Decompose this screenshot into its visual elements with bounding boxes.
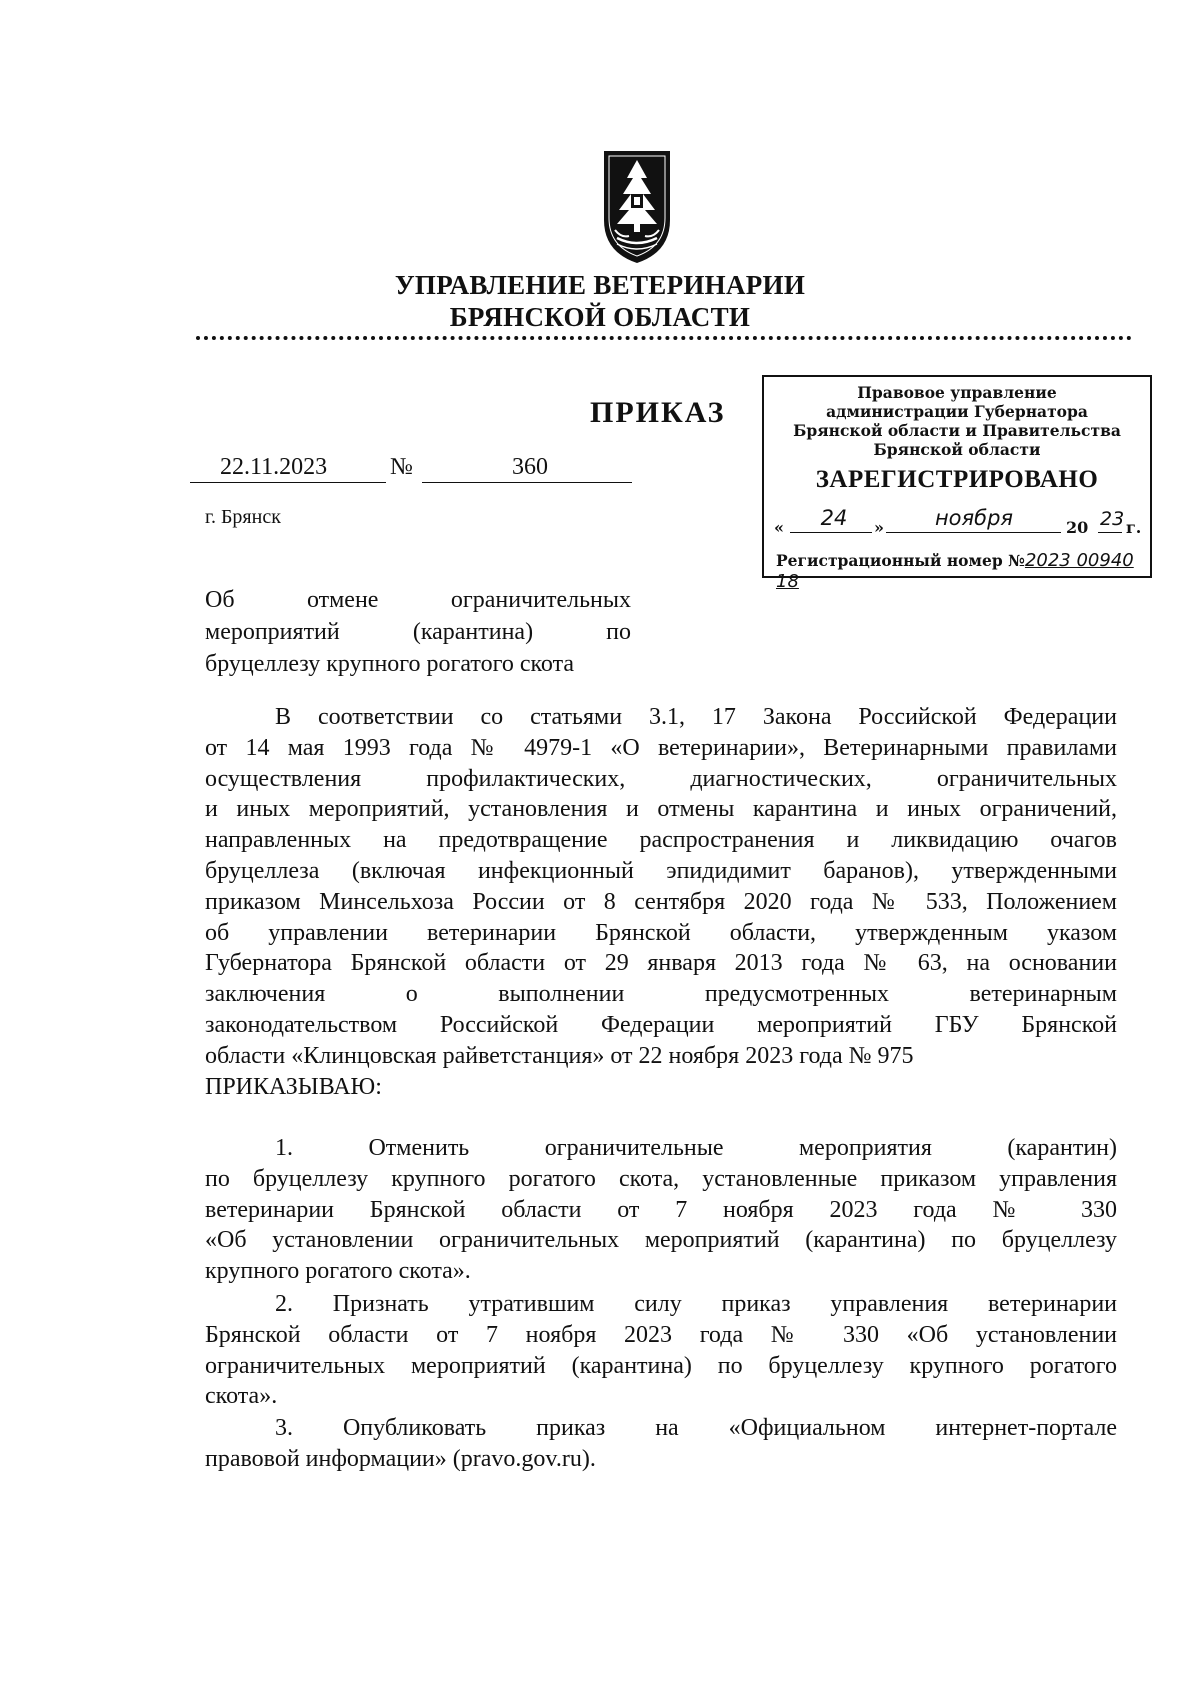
text-line: «Об установлении ограничительных мероприятий (карантина) по бруцеллезу [205, 1227, 1117, 1254]
text-line: и иных мероприятий, установления и отмены карантина и иных ограничений, [205, 796, 1117, 823]
subject-line: Об отмене ограничительных [205, 587, 631, 613]
text-line: В соответствии со статьями 3.1, 17 Закона Российской Федерации [275, 704, 1117, 730]
text-line: осуществления профилактических, диагностических, ограничительных [205, 765, 1117, 792]
header-divider [196, 336, 1132, 340]
text-line: направленных на предотвращение распространения и ликвидацию очагов [205, 827, 1117, 854]
document-date: 22.11.2023 [220, 454, 328, 480]
text-line: приказом Минсельхоза России от 8 сентября 2020 года № 533, Положением [205, 888, 1117, 915]
text-line: крупного рогатого скота». [205, 1258, 471, 1285]
subject-line: мероприятий (карантина) по [205, 619, 631, 645]
stamp-day-handwritten: 24 [820, 506, 848, 530]
order-item-1 [205, 1133, 1117, 1287]
text-line: от 14 мая 1993 года № 4979-1 «О ветеринарии», Ветеринарными правилами [205, 734, 1117, 761]
text-line: ограничительных мероприятий (карантина) по бруцеллезу крупного рогатого [205, 1352, 1117, 1379]
registration-stamp [762, 375, 1152, 592]
stamp-registration-number-row [776, 550, 1148, 592]
stamp-date-row [774, 506, 1144, 540]
document-number: 360 [512, 454, 548, 480]
text-line: бруцеллеза (включая инфекционный эпидидимит баранов), утвержденными [205, 857, 1117, 884]
city-label: г. Брянск [205, 506, 281, 528]
text-line: по бруцеллезу крупного рогатого скота, установленные приказом управления [205, 1165, 1117, 1192]
stamp-month-handwritten: ноября [934, 506, 1014, 530]
number-sign: № [390, 454, 413, 480]
stamp-year-handwritten: 23 [1100, 508, 1125, 530]
order-keyword: ПРИКАЗЫВАЮ: [205, 1073, 382, 1100]
date-number-row [190, 454, 640, 484]
stamp-reg-label: Регистрационный номер № [776, 551, 1025, 570]
stamp-quote-close: » [874, 518, 884, 537]
text-line: ветеринарии Брянской области от 7 ноября 2023 года № 330 [205, 1196, 1117, 1223]
organization-name-line2: БРЯНСКОЙ ОБЛАСТИ [449, 302, 751, 332]
document-subject [205, 584, 631, 680]
stamp-reg-number-handwritten: 2023 00940 18 [776, 550, 1134, 592]
document-type-title: ПРИКАЗ [590, 396, 726, 429]
text-line: области «Клинцовская райветстанция» от 22 ноября 2023 года № 975 [205, 1042, 914, 1069]
text-line: 2. Признать утратившим силу приказ управления ветеринарии [275, 1291, 1117, 1317]
organization-name-line1: УПРАВЛЕНИЕ ВЕТЕРИНАРИИ [394, 270, 806, 300]
text-line: 3. Опубликовать приказ на «Официальном интернет-портале [275, 1415, 1117, 1441]
order-item-3 [205, 1413, 1117, 1475]
text-line: Губернатора Брянской области от 29 января 2013 года № 63, на основании [205, 950, 1117, 977]
stamp-line-4: Брянской области [873, 440, 1041, 459]
subject-line: бруцеллезу крупного рогатого скота [205, 651, 575, 677]
order-item-2 [205, 1289, 1117, 1412]
coat-of-arms-emblem [601, 148, 673, 266]
stamp-line-3: Брянской области и Правительства [793, 421, 1121, 440]
preamble-paragraph [205, 702, 1117, 1102]
text-line: законодательством Российской Федерации мероприятий ГБУ Брянской [205, 1011, 1117, 1038]
stamp-line-2: администрации Губернатора [826, 402, 1088, 421]
stamp-line-1: Правовое управление [857, 383, 1057, 402]
text-line: скота». [205, 1383, 278, 1410]
stamp-quote-open: « [774, 518, 784, 537]
stamp-year-prefix: 20 [1066, 518, 1089, 537]
text-line: Брянской области от 7 ноября 2023 года № 330 «Об установлении [205, 1321, 1117, 1348]
text-line: об управлении ветеринарии Брянской области, утвержденным указом [205, 919, 1117, 946]
stamp-registered-label: ЗАРЕГИСТРИРОВАНО [815, 466, 1099, 493]
text-line: правовой информации» (pravo.gov.ru). [205, 1445, 596, 1472]
text-line: 1. Отменить ограничительные мероприятия (карантин) [275, 1135, 1117, 1161]
stamp-year-suffix: г. [1126, 518, 1142, 537]
text-line: заключения о выполнении предусмотренных ветеринарным [205, 981, 1117, 1008]
